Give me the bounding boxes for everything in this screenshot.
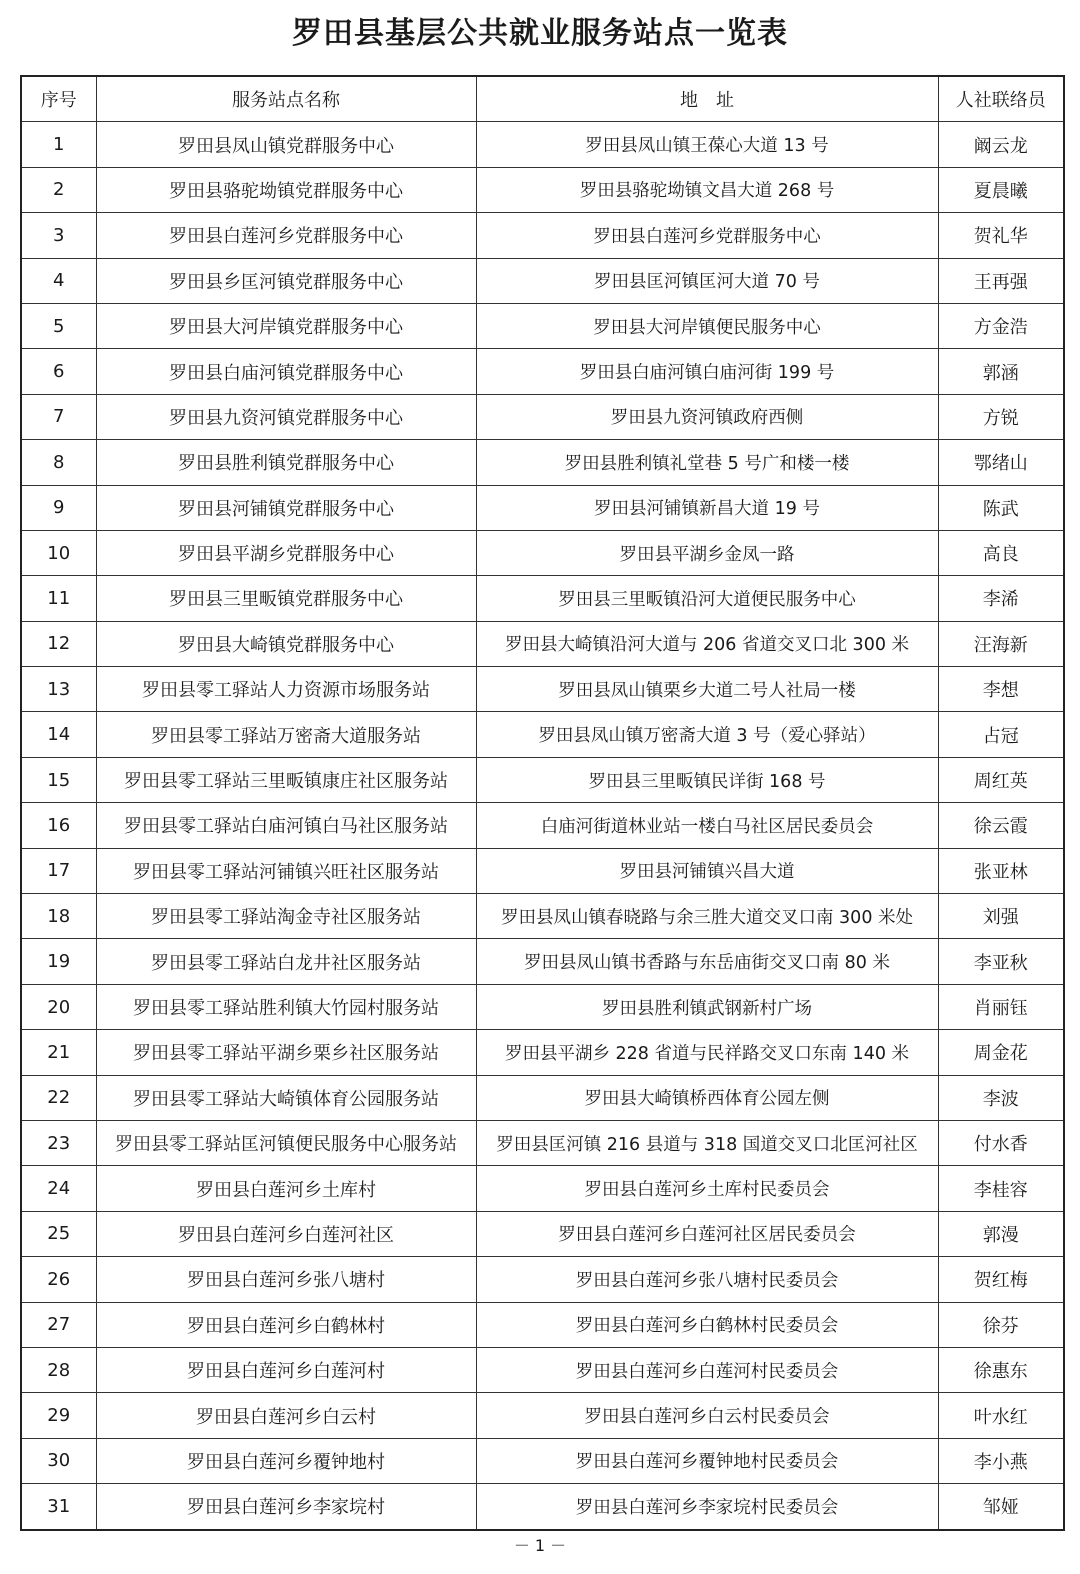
contact-person-cell: 夏晨曦: [938, 167, 1064, 212]
serial-number-cell: 10: [21, 530, 96, 575]
contact-person-cell: 李桂容: [938, 1166, 1064, 1211]
address-cell: 罗田县白莲河乡白云村民委员会: [476, 1393, 938, 1438]
site-name-cell: 罗田县零工驿站三里畈镇康庄社区服务站: [96, 757, 476, 802]
serial-number-cell: 30: [21, 1438, 96, 1483]
table-row: [21, 1211, 1064, 1256]
serial-number-cell: 31: [21, 1484, 96, 1530]
contact-person-cell: 周红英: [938, 757, 1064, 802]
site-name-cell: 罗田县河铺镇党群服务中心: [96, 485, 476, 530]
site-name-cell: 罗田县白庙河镇党群服务中心: [96, 349, 476, 394]
address-cell: 罗田县胜利镇武钢新村广场: [476, 984, 938, 1029]
table-row: [21, 122, 1064, 167]
address-cell: 罗田县平湖乡 228 省道与民祥路交叉口东南 140 米: [476, 1030, 938, 1075]
site-name-cell: 罗田县平湖乡党群服务中心: [96, 530, 476, 575]
site-name-cell: 罗田县九资河镇党群服务中心: [96, 394, 476, 439]
serial-number-cell: 16: [21, 803, 96, 848]
site-name-cell: 罗田县三里畈镇党群服务中心: [96, 576, 476, 621]
contact-person-cell: 周金花: [938, 1030, 1064, 1075]
site-name-cell: 罗田县零工驿站白龙井社区服务站: [96, 939, 476, 984]
site-name-cell: 罗田县零工驿站河铺镇兴旺社区服务站: [96, 848, 476, 893]
address-cell: 罗田县白莲河乡李家垸村民委员会: [476, 1484, 938, 1530]
serial-number-cell: 7: [21, 394, 96, 439]
site-name-cell: 罗田县凤山镇党群服务中心: [96, 122, 476, 167]
serial-number-cell: 26: [21, 1257, 96, 1302]
table-row: [21, 394, 1064, 439]
site-name-cell: 罗田县白莲河乡李家垸村: [96, 1484, 476, 1530]
site-name-cell: 罗田县零工驿站匡河镇便民服务中心服务站: [96, 1120, 476, 1165]
page-number: － 1 －: [513, 1536, 567, 1555]
address-cell: 罗田县凤山镇栗乡大道二号人社局一楼: [476, 667, 938, 712]
contact-person-cell: 付水香: [938, 1120, 1064, 1165]
site-name-cell: 罗田县零工驿站大崎镇体育公园服务站: [96, 1075, 476, 1120]
contact-person-cell: 李小燕: [938, 1438, 1064, 1483]
table-body: [21, 122, 1064, 1530]
site-name-cell: 罗田县胜利镇党群服务中心: [96, 440, 476, 485]
site-name-cell: 罗田县乡匡河镇党群服务中心: [96, 258, 476, 303]
contact-person-cell: 方金浩: [938, 303, 1064, 348]
table-row: [21, 1484, 1064, 1530]
table-row: [21, 894, 1064, 939]
table-row: [21, 213, 1064, 258]
serial-number-cell: 14: [21, 712, 96, 757]
address-cell: 罗田县骆驼坳镇文昌大道 268 号: [476, 167, 938, 212]
table-row: [21, 848, 1064, 893]
contact-person-cell: 李波: [938, 1075, 1064, 1120]
serial-number-cell: 2: [21, 167, 96, 212]
table-row: [21, 530, 1064, 575]
serial-number-cell: 17: [21, 848, 96, 893]
serial-number-cell: 15: [21, 757, 96, 802]
table-row: [21, 803, 1064, 848]
table-header-row: [21, 76, 1064, 122]
table-row: [21, 167, 1064, 212]
contact-person-cell: 占冠: [938, 712, 1064, 757]
address-cell: 罗田县九资河镇政府西侧: [476, 394, 938, 439]
contact-person-cell: 贺红梅: [938, 1257, 1064, 1302]
contact-person-cell: 陈武: [938, 485, 1064, 530]
table-row: [21, 1120, 1064, 1165]
contact-person-cell: 王再强: [938, 258, 1064, 303]
serial-number-cell: 20: [21, 984, 96, 1029]
serial-number-cell: 19: [21, 939, 96, 984]
address-cell: 罗田县白莲河乡土库村民委员会: [476, 1166, 938, 1211]
address-cell: 罗田县大崎镇桥西体育公园左侧: [476, 1075, 938, 1120]
address-cell: 罗田县凤山镇春晓路与余三胜大道交叉口南 300 米处: [476, 894, 938, 939]
table-row: [21, 667, 1064, 712]
serial-number-cell: 21: [21, 1030, 96, 1075]
table-row: [21, 1075, 1064, 1120]
table-row: [21, 1438, 1064, 1483]
address-cell: 罗田县大崎镇沿河大道与 206 省道交叉口北 300 米: [476, 621, 938, 666]
address-cell: 罗田县大河岸镇便民服务中心: [476, 303, 938, 348]
site-name-cell: 罗田县白莲河乡白云村: [96, 1393, 476, 1438]
site-name-cell: 罗田县零工驿站白庙河镇白马社区服务站: [96, 803, 476, 848]
serial-number-cell: 9: [21, 485, 96, 530]
serial-number-cell: 6: [21, 349, 96, 394]
site-name-cell: 罗田县白莲河乡土库村: [96, 1166, 476, 1211]
serial-number-cell: 29: [21, 1393, 96, 1438]
site-name-cell: 罗田县白莲河乡党群服务中心: [96, 213, 476, 258]
address-cell: 罗田县白莲河乡张八塘村民委员会: [476, 1257, 938, 1302]
serial-number-cell: 25: [21, 1211, 96, 1256]
contact-person-cell: 方锐: [938, 394, 1064, 439]
table-row: [21, 303, 1064, 348]
table-row: [21, 712, 1064, 757]
address-cell: 罗田县三里畈镇沿河大道便民服务中心: [476, 576, 938, 621]
header-address: 地 址: [476, 76, 938, 122]
serial-number-cell: 24: [21, 1166, 96, 1211]
contact-person-cell: 李浠: [938, 576, 1064, 621]
serial-number-cell: 4: [21, 258, 96, 303]
site-name-cell: 罗田县大崎镇党群服务中心: [96, 621, 476, 666]
address-cell: 罗田县匡河镇匡河大道 70 号: [476, 258, 938, 303]
serial-number-cell: 27: [21, 1302, 96, 1347]
table-row: [21, 1347, 1064, 1392]
table-row: [21, 258, 1064, 303]
serial-number-cell: 1: [21, 122, 96, 167]
contact-person-cell: 郭漫: [938, 1211, 1064, 1256]
table-row: [21, 485, 1064, 530]
contact-person-cell: 阚云龙: [938, 122, 1064, 167]
contact-person-cell: 邹娅: [938, 1484, 1064, 1530]
site-name-cell: 罗田县零工驿站万密斋大道服务站: [96, 712, 476, 757]
table-row: [21, 984, 1064, 1029]
serial-number-cell: 8: [21, 440, 96, 485]
contact-person-cell: 鄂绪山: [938, 440, 1064, 485]
address-cell: 罗田县白莲河乡白莲河社区居民委员会: [476, 1211, 938, 1256]
address-cell: 罗田县河铺镇兴昌大道: [476, 848, 938, 893]
site-name-cell: 罗田县白莲河乡张八塘村: [96, 1257, 476, 1302]
contact-person-cell: 刘强: [938, 894, 1064, 939]
address-cell: 罗田县平湖乡金凤一路: [476, 530, 938, 575]
header-contact-person: 人社联络员: [938, 76, 1064, 122]
contact-person-cell: 徐云霞: [938, 803, 1064, 848]
address-cell: 罗田县凤山镇书香路与东岳庙街交叉口南 80 米: [476, 939, 938, 984]
address-cell: 白庙河街道林业站一楼白马社区居民委员会: [476, 803, 938, 848]
serial-number-cell: 22: [21, 1075, 96, 1120]
serial-number-cell: 13: [21, 667, 96, 712]
table-row: [21, 1166, 1064, 1211]
site-name-cell: 罗田县白莲河乡白莲河村: [96, 1347, 476, 1392]
serial-number-cell: 23: [21, 1120, 96, 1165]
table-row: [21, 1257, 1064, 1302]
table-row: [21, 440, 1064, 485]
service-sites-table: [20, 75, 1065, 1531]
contact-person-cell: 叶水红: [938, 1393, 1064, 1438]
table-row: [21, 621, 1064, 666]
contact-person-cell: 肖丽钰: [938, 984, 1064, 1029]
table-row: [21, 1393, 1064, 1438]
address-cell: 罗田县凤山镇万密斋大道 3 号（爱心驿站）: [476, 712, 938, 757]
site-name-cell: 罗田县白莲河乡白莲河社区: [96, 1211, 476, 1256]
site-name-cell: 罗田县零工驿站淘金寺社区服务站: [96, 894, 476, 939]
address-cell: 罗田县胜利镇礼堂巷 5 号广和楼一楼: [476, 440, 938, 485]
serial-number-cell: 11: [21, 576, 96, 621]
site-name-cell: 罗田县零工驿站人力资源市场服务站: [96, 667, 476, 712]
contact-person-cell: 张亚林: [938, 848, 1064, 893]
document-title: 罗田县基层公共就业服务站点一览表: [292, 16, 788, 51]
contact-person-cell: 郭涵: [938, 349, 1064, 394]
table-row: [21, 1302, 1064, 1347]
address-cell: 罗田县凤山镇王葆心大道 13 号: [476, 122, 938, 167]
site-name-cell: 罗田县零工驿站胜利镇大竹园村服务站: [96, 984, 476, 1029]
table-row: [21, 576, 1064, 621]
address-cell: 罗田县三里畈镇民详街 168 号: [476, 757, 938, 802]
address-cell: 罗田县白莲河乡白鹤林村民委员会: [476, 1302, 938, 1347]
site-name-cell: 罗田县零工驿站平湖乡栗乡社区服务站: [96, 1030, 476, 1075]
contact-person-cell: 徐芬: [938, 1302, 1064, 1347]
contact-person-cell: 贺礼华: [938, 213, 1064, 258]
serial-number-cell: 3: [21, 213, 96, 258]
address-cell: 罗田县白庙河镇白庙河街 199 号: [476, 349, 938, 394]
serial-number-cell: 12: [21, 621, 96, 666]
contact-person-cell: 高良: [938, 530, 1064, 575]
site-name-cell: 罗田县骆驼坳镇党群服务中心: [96, 167, 476, 212]
address-cell: 罗田县白莲河乡党群服务中心: [476, 213, 938, 258]
serial-number-cell: 5: [21, 303, 96, 348]
table-row: [21, 939, 1064, 984]
address-cell: 罗田县白莲河乡覆钟地村民委员会: [476, 1438, 938, 1483]
header-site-name: 服务站点名称: [96, 76, 476, 122]
contact-person-cell: 李亚秋: [938, 939, 1064, 984]
table-row: [21, 757, 1064, 802]
serial-number-cell: 18: [21, 894, 96, 939]
header-serial-number: 序号: [21, 76, 96, 122]
address-cell: 罗田县河铺镇新昌大道 19 号: [476, 485, 938, 530]
address-cell: 罗田县白莲河乡白莲河村民委员会: [476, 1347, 938, 1392]
site-name-cell: 罗田县白莲河乡覆钟地村: [96, 1438, 476, 1483]
table-row: [21, 349, 1064, 394]
contact-person-cell: 李想: [938, 667, 1064, 712]
serial-number-cell: 28: [21, 1347, 96, 1392]
contact-person-cell: 汪海新: [938, 621, 1064, 666]
table-row: [21, 1030, 1064, 1075]
site-name-cell: 罗田县大河岸镇党群服务中心: [96, 303, 476, 348]
contact-person-cell: 徐惠东: [938, 1347, 1064, 1392]
address-cell: 罗田县匡河镇 216 县道与 318 国道交叉口北匡河社区: [476, 1120, 938, 1165]
site-name-cell: 罗田县白莲河乡白鹤林村: [96, 1302, 476, 1347]
